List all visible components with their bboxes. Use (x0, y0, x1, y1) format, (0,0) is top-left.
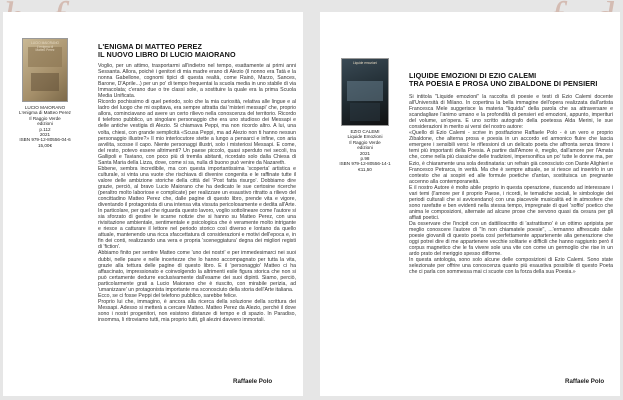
book-info (334, 58, 396, 172)
book-year: 2021 (359, 150, 371, 156)
book-isbn: ISBN 979-12-80556-14-1 (339, 161, 391, 167)
article-title-line-2: IL NUOVO LIBRO DI LUCIO MAIORANO (98, 50, 236, 59)
paragraph: Si intitola "Liquide emozioni" la raccolta di poesie e testi di Ezio Calemi docente all'Università di Milano. In copertina la bella immagine dell'opera realizzata dall'artista Francesca Mele suggerisce la materia "liquida" della parola che sa attraversare e scandagliare l'animo umano e la profondità di pensieri ed emozioni, appunto, imperituri del volume, un'opera. E uno scritto autografo della poetessa Alda Merini, le sue considerazioni in merito ai versi del nostro autore: (409, 94, 613, 131)
paragraph: Abbiamo finito per sentire Matteo come 'uno dei nostri' e per immedesimarci nei suoi dubbi, nelle paure e nelle incertezze che lo hanno accompagnato per tutta la vita, grazie alla tettura delle pagine di questo libro. E il 'personaggio' Matteo ci ha affascinato, impressionato e coinvolgendo la altrimenti esile figura storica che non si può certamente dedurre esclusivamente dall'esame dei suoi dipinti. Siamo, perciò, particolarmente grati a Lucio Maiorano che è riuscito, con mirabile perizia, ad 'umanizzare' un protagonista importante ma sconosciuto della storia dell'Arte italiana. (98, 250, 296, 293)
book-price: 15,00€ (37, 142, 53, 148)
cover-text: LUCIO MAIORANO L'enigma di Matteo Perez (31, 41, 59, 53)
book-year: 2021 (39, 132, 51, 138)
book-price: €11,50 (358, 166, 372, 172)
signature: Raffaele Polo (565, 378, 605, 385)
article-title-line-1: L'ENIGMA DI MATTEO PEREZ (98, 42, 202, 51)
book-pages: p.98 (360, 156, 370, 162)
book-cover (22, 38, 68, 102)
book-cover (341, 58, 389, 126)
book-title: L'enigma di Matteo Perez (19, 110, 71, 116)
book-publisher-sub: edizioni (37, 121, 53, 127)
book-author: LUCIO MAIORANO (24, 105, 66, 110)
signature: Raffaele Polo (233, 378, 273, 385)
book-publisher: Il Raggio Verde (29, 115, 61, 121)
book-publisher-sub: edizioni (357, 145, 373, 151)
book-pages: p.112 (39, 126, 51, 132)
book-author: EZIO CALEMI (350, 129, 380, 134)
book-title: Liquide Emozioni (347, 134, 383, 140)
article-title (98, 43, 298, 59)
paragraph: Da osservare che l'incipit con un dattilioscritto di 'astrattismo' è un ottimo apripista per meglio conoscere l'autore di "In non chiamatele poesie", ...'ermanno affrescato dalle poesie giovanili di questo poeta così perfettamente appartenente alla generazione che oggi potrei dire di me appartenere vecchie solitarie e difficili che hanno raggiunto però il corpus magnetico che le fa vivere sole una vite con come un germoglio che rise in un ardo prato del meriggio spesso difforme. (409, 220, 613, 258)
article-title (409, 72, 615, 88)
paragraph: Voglio, per un attimo, trasportarmi all'indietro nel tempo, esattamente ai primi anni Sessanta. Allora, poiché i genitori di mia madre erano di Alezio (il nonno era Tatà e la nonna Gabellone, cognomi tipici di questa realtà, come Rainò, Marzo, Sances, Barone, D'Aprile...) per un po' di tempo frequentai la scuola media in uno stabile di via Immacolata; c'erano due o tre classi sole, a sostituire la quale era la prima Scuola Media Unificata. (98, 63, 296, 100)
cover-text: Liquide emozioni (353, 61, 377, 65)
paragraph: In questa antologia, sono solo alcune delle composizioni di Ezio Calemi. Sono state selezionate per offrire una conoscenza quanto più esaustiva possibile di questo Poeta che ci parla con sommessa mai ci scuote con la forza della sua Poesia.» (409, 257, 613, 276)
paragraph: Ebbene, sembra incredibile, ma con questa importantissima 'scoperta' artistica e culturale, si vinta una vuote che rischiava di divenire congenita e le raffinate tutte il valore delle ambizione storiche della città del 'Post fatta risurgo'. Dobbiamo dire grazie, perciò, al bravo Lucio Maiorano che ha dedicato le sue certosine ricerche (peraltro molto laboriose e complicate) per realizzare un esaustivo ritratto a rilievo del concittadino Matteo Perez che, dalle pagine di questo libro, prende vita e vigore, diventando il protagonista di una intensa vita vissuta pericolosamente e dedita all'Arte. In particolare, per quel che riguarda questo lavoro, voglio sottolineare come l'autore si sia sforzato di gestire le scarne notizie che si hanno su Matteo Perez, con una rivisitazione ambientale, sentimentale e psicologica che è veramente molto intrigante e riesce a catturare il lettore nel periodo storico così diverso e lontano da quello attuale, mantenendo una ricca sfaccettatura di considerazioni e motivi dell'epoca e, in fin dei conti, realizzando una vera e propria 'sceneggiatura' degna dei migliori registi di 'fiction'. (98, 165, 296, 251)
book-isbn: ISBN 979-12-80556-04-6 (19, 137, 71, 143)
right-page (320, 12, 620, 396)
paragraph: Ricordo pochissimo di quel periodo, solo che la mia curiosità, relativa alle lingue e al ladro del luogo che mi ospitava, era sempre attratta dai 'misteri messapi' che, proprio allora, cominciavano ad avere un certo rilievo nella conoscenza del territorio. Ricordo il telefono pubblico, un singolare personaggio che era uno studioso dei Messapi e delle antiche vestigia di Alezio. Si chiamava Peppi, ma non ricordo altro. A lui, una volta, chiesi, con grande semplicità «Scusa Peppi, ma ad Alezio non ti hanno nessun personaggio illustre?» Il mio interlocutore stette a lungo a pensarci e infine, con aria avvilita, scosse il capo. Niente personaggi illustri, solo i misteriosi Messapi. E come, del resto, potevo essere altrimenti? Un paese piccolo, quasi sperduto nei secoli, tra Gallipoli e Taviano, con poco più di tremila abitanti, ricordato solo dalla Chiesa di Santa Maria della Lizza, dove, come si sa, nulla di buono può venire da Nazareth. (98, 99, 296, 166)
paragraph: Proprio lui che, immagino, è ancora alla ricerca della soluzione della scrittura dei Messapi. Adesso si metterà a cercare Matteo. Matteo Perez da Alezio, perché il dove sono i nostri progenitori, non esistono distanze di tempo e di spazio. In Paradiso, insomma, li ritroviamo tutti, mia proprio tutti, gli alezini davvero immortali. (98, 298, 296, 323)
book-info (9, 38, 81, 148)
article-body (98, 63, 296, 323)
paragraph: Ecco, se ci fosse Peppi del telefono pubblico, sarebbe felice. (98, 292, 238, 299)
article-title-line-2: TRA POESIA E PROSA UNO ZIBALDONE DI PENSIERI (409, 79, 598, 88)
left-page (3, 12, 303, 396)
article-title-line-1: LIQUIDE EMOZIONI DI EZIO CALEMI (409, 71, 537, 80)
paragraph: «Quello di Ezio Calemi - scrive in postfazione Raffaele Polo - è un vero e proprio Zibaldone, che alterna prosa e poesia in un accordo ed armonico fluire che lascia emergere i sensibili versi: le riflessioni di un delicato poeta che affronta senza timore i temi più importanti della Poesia. A partire dall'Amore è, meglio, dall'amore per l'Amata che, come nella più classiche delle tradizioni, impersonifica un po' tutte le donne ma, per Ezio, è chiaramente una sola destinataria: un refrain già conosciuto con Dante Alighieri e Francesco Petrarca, in verità. Ma che è sempre attuale, se si riesce ad inserirlo in un contesto che ai sospiri ed alle formule poetiche d'antan, sostituisca un pregnante accenno alla contemporaneità. (409, 130, 613, 185)
book-publisher: Il Raggio Verde (349, 139, 381, 145)
paragraph: E il nostro Autore è molto abile proprio in questa operazione, riuscendo ad interessare i vari temi (l'amore per il proprio Paese, i ricordi, le tematiche sociali, le simbologie dei periodi culturali che si avvicendano) con una piacevole musicalità ed in atmosfere che sono rarefatte e ben evidenti nella stessa tempo, impregnate di quel 'soffio' poetico che anima le composizioni, alternate ad alcune prose che servono quasi da cesura per gli affiati poetici. (409, 184, 613, 221)
article-body (409, 94, 613, 275)
